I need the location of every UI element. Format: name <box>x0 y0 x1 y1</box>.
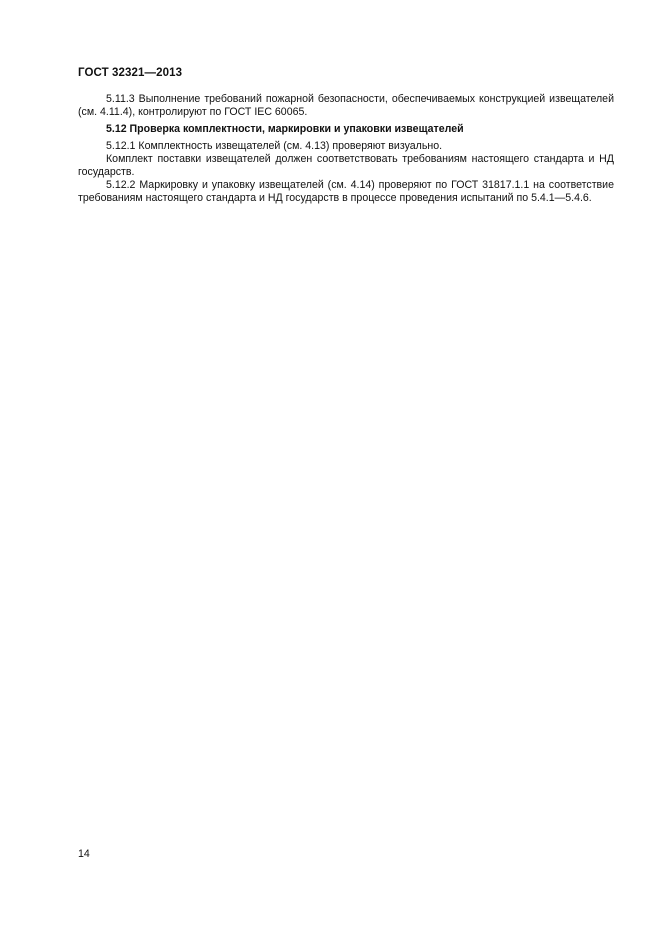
document-body <box>78 93 614 206</box>
page-number: 14 <box>78 848 90 860</box>
paragraph-5-12-1: 5.12.1 Комплектность извещателей (см. 4.13) проверяют визуально. <box>106 139 443 152</box>
paragraph-5-11-3: 5.11.3 Выполнение требований пожарной безопасности, обеспечиваемых конструкцией извещателей (см. 4.11.4), контролируют по ГОСТ IEC 60065. <box>78 93 614 119</box>
document-header-code: ГОСТ 32321—2013 <box>78 67 183 79</box>
paragraph-kit-requirements: Комплект поставки извещателей должен соответствовать требованиям настоящего стандарта и НД государств. <box>78 152 614 179</box>
paragraph-5-12-2: 5.12.2 Маркировку и упаковку извещателей (см. 4.14) проверяют по ГОСТ 31817.1.1 на соответствие требованиям настоящего стандарта и НД государств в процессе проведения испытаний по 5.4.1—5.4.6. <box>78 179 614 205</box>
section-heading-5-12: 5.12 Проверка комплектности, маркировки и упаковки извещателей <box>106 123 464 136</box>
